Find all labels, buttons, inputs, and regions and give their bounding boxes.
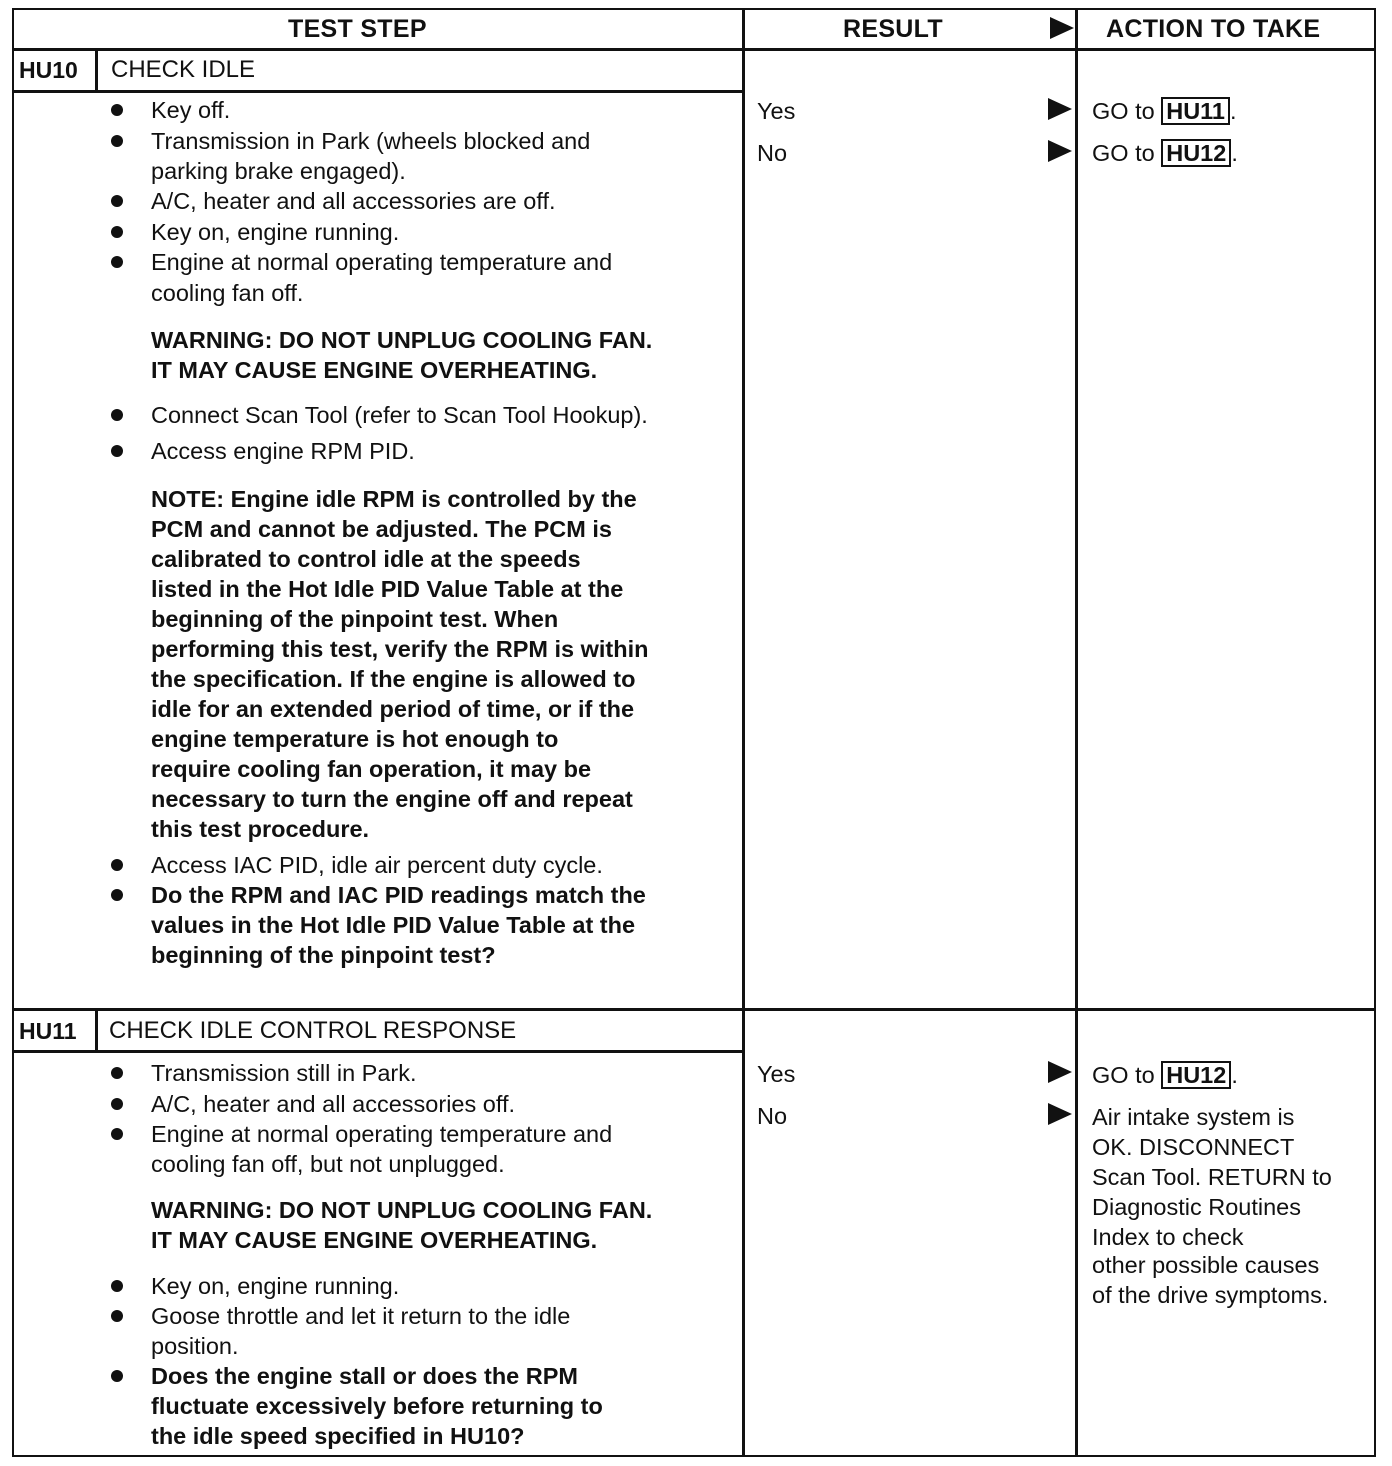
step-link[interactable]: HU12 [1161,139,1231,167]
title-divider [12,90,744,93]
list-item: Key off. [151,97,231,123]
list-item-continued: parking brake engaged). [151,158,406,184]
column-divider [1075,8,1078,1457]
list-item: Connect Scan Tool (refer to Scan Tool Hookup). [151,402,648,428]
step-title: CHECK IDLE [111,56,256,83]
list-item: A/C, heater and all accessories off. [151,1091,516,1117]
step-id: HU11 [19,1018,77,1044]
note-text: listed in the Hot Idle PID Value Table at the [151,576,624,602]
list-item: Key on, engine running. [151,219,400,245]
note-text: engine temperature is hot enough to [151,726,559,752]
action-goto [1092,138,1238,168]
bullet-icon [111,1067,123,1079]
arrow-icon [1048,140,1072,162]
warning-text: WARNING: DO NOT UNPLUG COOLING FAN. [151,1197,653,1223]
list-item: Engine at normal operating temperature and [151,1121,613,1147]
list-item: Transmission still in Park. [151,1060,417,1086]
action-line: Index to check [1092,1224,1244,1250]
bullet-icon [111,1098,123,1110]
note-text: performing this test, verify the RPM is within [151,636,649,662]
action-line: OK. DISCONNECT [1092,1134,1295,1160]
result-yes: Yes [757,98,796,124]
bullet-icon [111,1310,123,1322]
list-item-continued: position. [151,1333,239,1359]
bullet-icon [111,859,123,871]
bullet-icon [111,1280,123,1292]
question-text: beginning of the pinpoint test? [151,942,496,968]
bullet-icon [111,409,123,421]
step-link[interactable]: HU11 [1161,97,1230,125]
list-item: Access engine RPM PID. [151,438,415,464]
note-text: necessary to turn the engine off and repeat [151,786,633,812]
note-text: require cooling fan operation, it may be [151,756,592,782]
bullet-icon [111,256,123,268]
result-yes: Yes [757,1061,796,1087]
list-item: Engine at normal operating temperature and [151,249,613,275]
action-suffix: . [1231,1062,1238,1088]
note-text: PCM and cannot be adjusted. The PCM is [151,516,612,542]
header-action: ACTION TO TAKE [1106,15,1321,43]
action-goto [1092,96,1237,126]
header-result: RESULT [843,15,943,43]
question-text: Does the engine stall or does the RPM [151,1363,578,1389]
result-no: No [757,140,788,166]
row-divider [12,1008,1376,1011]
arrow-icon [1048,1103,1072,1125]
bullet-icon [111,1370,123,1382]
question-text: the idle speed specified in HU10? [151,1423,525,1449]
note-text: the specification. If the engine is allowed to [151,666,636,692]
bullet-icon [111,135,123,147]
action-line: other possible causes [1092,1252,1320,1278]
list-item: Transmission in Park (wheels blocked and [151,128,591,154]
warning-text: WARNING: DO NOT UNPLUG COOLING FAN. [151,327,653,353]
action-prefix: GO to [1092,98,1162,124]
note-text: calibrated to control idle at the speeds [151,546,581,572]
step-title: CHECK IDLE CONTROL RESPONSE [109,1017,517,1044]
bullet-icon [111,226,123,238]
step-id: HU10 [19,57,78,83]
question-text: Do the RPM and IAC PID readings match the [151,882,646,908]
action-prefix: GO to [1092,1062,1162,1088]
question-text: values in the Hot Idle PID Value Table at the [151,912,636,938]
id-divider [95,48,98,91]
note-text: beginning of the pinpoint test. When [151,606,559,632]
header-divider [12,48,1376,51]
question-text: fluctuate excessively before returning to [151,1393,603,1419]
bullet-icon [111,195,123,207]
header-arrow-icon [1050,17,1074,39]
list-item-continued: cooling fan off, but not unplugged. [151,1151,505,1177]
action-prefix: GO to [1092,140,1162,166]
warning-text: IT MAY CAUSE ENGINE OVERHEATING. [151,1227,598,1253]
action-line: Diagnostic Routines [1092,1194,1301,1220]
list-item: Goose throttle and let it return to the idle [151,1303,571,1329]
result-no: No [757,1103,788,1129]
bullet-icon [111,104,123,116]
warning-text: IT MAY CAUSE ENGINE OVERHEATING. [151,357,598,383]
list-item: Access IAC PID, idle air percent duty cycle. [151,852,603,878]
list-item: Key on, engine running. [151,1273,400,1299]
action-line: Scan Tool. RETURN to [1092,1164,1332,1190]
arrow-icon [1048,98,1072,120]
action-suffix: . [1231,140,1238,166]
arrow-icon [1048,1061,1072,1083]
action-goto [1092,1060,1238,1090]
action-line: Air intake system is [1092,1104,1295,1130]
list-item: A/C, heater and all accessories are off. [151,188,556,214]
bullet-icon [111,889,123,901]
list-item-continued: cooling fan off. [151,280,304,306]
bullet-icon [111,445,123,457]
action-line: of the drive symptoms. [1092,1282,1329,1308]
note-text: this test procedure. [151,816,370,842]
note-text: NOTE: Engine idle RPM is controlled by the [151,486,637,512]
column-divider [742,8,745,1457]
title-divider [12,1050,744,1053]
bullet-icon [111,1128,123,1140]
header-test-step: TEST STEP [288,15,427,43]
note-text: idle for an extended period of time, or if the [151,696,635,722]
id-divider [95,1010,98,1051]
action-suffix: . [1230,98,1237,124]
step-link[interactable]: HU12 [1161,1061,1231,1089]
